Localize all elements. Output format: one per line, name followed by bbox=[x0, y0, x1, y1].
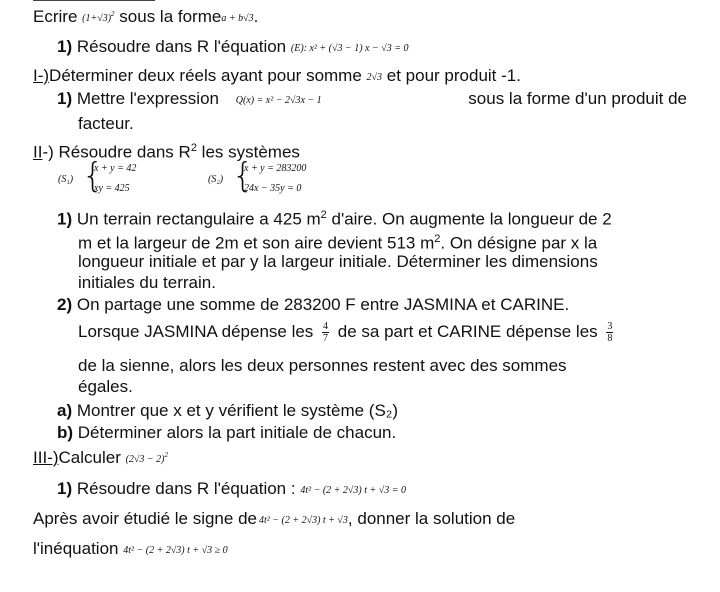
top-rule bbox=[33, 0, 155, 1]
problem-1-line-3: longueur initiale et par y la largeur initiale. Déterminer les dimensions bbox=[78, 252, 598, 271]
intro-line: Ecrire $(1+√3)^2$ sous la formea + b√3. bbox=[33, 7, 259, 26]
equation-t: 4t² − (2 + 2√3) t + √3 = 0 bbox=[300, 485, 406, 496]
intro-form: a + b√3 bbox=[221, 13, 254, 24]
final-line-2: l'inéquation 4t² − (2 + 2√3) t + √3 ≥ 0 bbox=[33, 539, 228, 558]
problem-1-line-2: m et la largeur de 2m et son aire devient 513 $m^2$. On désigne par x la bbox=[78, 233, 598, 253]
sign-expression: 4t² − (2 + 2√3) t + √3 bbox=[258, 515, 348, 526]
question-3: 1) Résoudre dans R l'équation : 4t² − (2 + 2√3) t + √3 = 0 bbox=[57, 479, 406, 498]
part-b: b) Déterminer alors la part initiale de chacun. bbox=[57, 423, 397, 442]
intro-mid: sous la forme bbox=[119, 7, 222, 26]
section-1 bbox=[33, 65, 521, 90]
problem-1-line-1: 1) Un terrain rectangulaire a 425 $m^2$ d'aire. On augmente la longueur de 2 bbox=[57, 209, 612, 229]
question-1-equation bbox=[57, 36, 408, 61]
section-1-label: I-) bbox=[33, 66, 50, 85]
section-3: III-)Calculer $(2√3 - 2)^2$ bbox=[33, 448, 168, 467]
system-S1: (S₁) { x + y = 42 xy = 425 bbox=[58, 156, 137, 196]
expression-Q: Q(x) = x² − 2√3x − 1 bbox=[235, 95, 322, 106]
question-number: 1) bbox=[57, 37, 73, 56]
problem-2-line-1: 2) On partage une somme de 283200 F entre JASMINA et CARINE. bbox=[57, 295, 570, 314]
equation-E: (E): x² + (√3 − 1) x − √3 = 0 bbox=[290, 43, 409, 54]
part-a: a) Montrer que x et y vérifient le système (S₂) bbox=[57, 401, 399, 420]
fraction-3-8: $\frac{3}{8}$ bbox=[607, 321, 613, 345]
problem-1-line-4: initiales du terrain. bbox=[78, 273, 216, 292]
fraction-4-7: $\frac{4}{7}$ bbox=[323, 321, 329, 345]
final-line-1: Après avoir étudié le signe de 4t² − (2 + 2√3) t + √3, donner la solution de bbox=[33, 509, 516, 528]
section-1-text: Déterminer deux réels ayant pour somme bbox=[49, 66, 362, 85]
system-S2: (S₂) { x + y = 283200 24x − 35y = 0 bbox=[208, 156, 307, 196]
problem-2-line-3: de la sienne, alors les deux personnes restent avec des sommes bbox=[78, 356, 567, 375]
section-2: II-) Résoudre dans $R^2$ les systèmes bbox=[33, 142, 300, 162]
intro-lead: Ecrire bbox=[33, 7, 78, 26]
section-1-rest: et pour produit -1. bbox=[386, 66, 521, 85]
inequation: 4t² − (2 + 2√3) t + √3 ≥ 0 bbox=[123, 545, 228, 556]
intro-expression: $(1+√3)^2$ bbox=[82, 10, 115, 24]
problem-2-line-2: Lorsque JASMINA dépense les $\frac{4}{7}$ de sa part et CARINE dépense les $\frac{3}{8}$ bbox=[78, 321, 613, 345]
question-text: Résoudre dans R l'équation bbox=[76, 37, 287, 56]
section-3-expression: $(2√3 - 2)^2$ bbox=[125, 451, 168, 465]
question-1-expression: 1) Mettre l'expression Q(x) = x² − 2√3x − 1 sous la forme d'un produit de bbox=[57, 89, 687, 108]
question-1-expression-cont: facteur. bbox=[78, 114, 134, 133]
section-1-sum: 2√3 bbox=[366, 72, 383, 83]
problem-2-line-4: égales. bbox=[78, 377, 133, 396]
